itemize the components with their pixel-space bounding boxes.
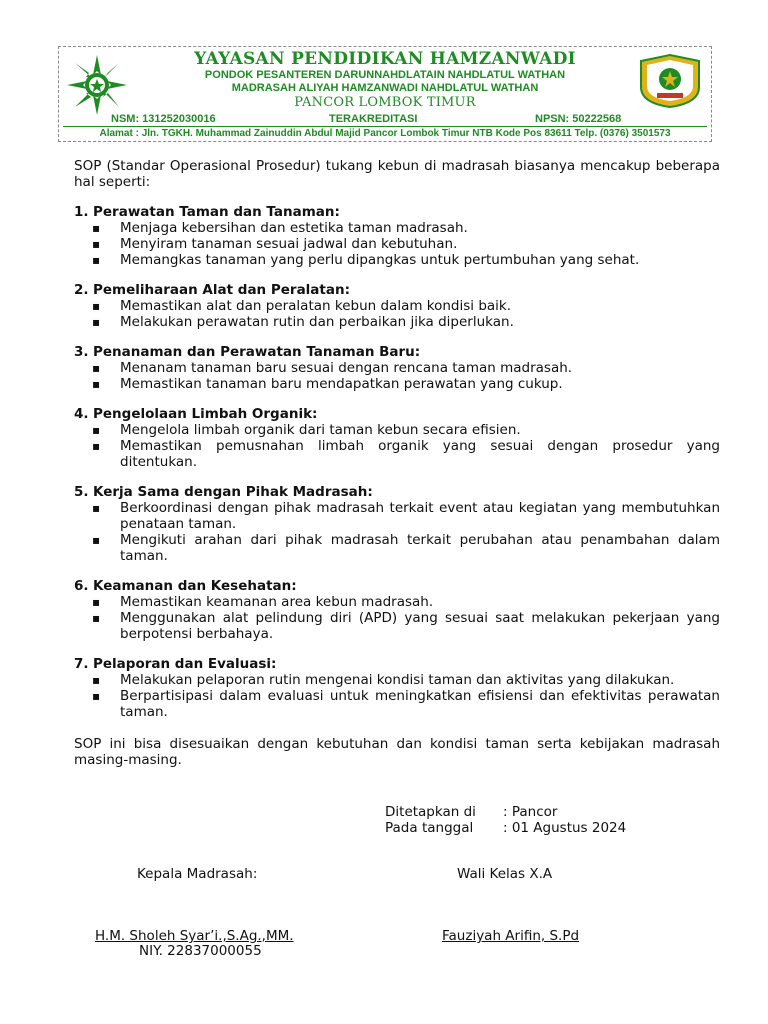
list-item: ▪ Memastikan keamanan area kebun madrasah. [74, 594, 720, 610]
list-item: ▪ Menggunakan alat pelindung diri (APD) yang sesuai saat melakukan pekerjaan yang berpotensi berbahaya. [74, 610, 720, 642]
section-items [74, 422, 720, 470]
headmaster-name: H.M. Sholeh Syar’i.,S.Ag.,MM. [95, 928, 294, 944]
school-address: Alamat : Jln. TGKH. Muhammad Zainuddin Abdul Majid Pancor Lombok Timur NTB Kode Pos 83611 Telp. (0376) 3501573 [63, 126, 707, 140]
section-title [74, 204, 720, 220]
location-name: PANCOR LOMBOK TIMUR [294, 95, 476, 110]
section-number: 3. [74, 344, 89, 360]
section-title [74, 406, 720, 422]
date-row [385, 820, 626, 836]
section-title-text: Keamanan dan Kesehatan: [93, 578, 297, 594]
headmaster-title: Kepala Madrasah: [137, 866, 258, 882]
section-title-text: Penanaman dan Perawatan Tanaman Baru: [93, 344, 421, 360]
intro-paragraph: SOP (Standar Operasional Prosedur) tukang kebun di madrasah biasanya mencakup beberapa hal seperti: [74, 158, 720, 190]
list-item: ▪ Menyiram tanaman sesuai jadwal dan kebutuhan. [74, 236, 720, 252]
list-item: ▪ Berpartisipasi dalam evaluasi untuk meningkatkan efisiensi dan efektivitas perawatan taman. [74, 688, 720, 720]
list-item: ▪ Menjaga kebersihan dan estetika taman madrasah. [74, 220, 720, 236]
accreditation-status: TERAKREDITASI [329, 113, 418, 125]
madrasah-name: MADRASAH ALIYAH HAMZANWADI NAHDLATUL WATHAN [231, 82, 539, 94]
section-items [74, 298, 720, 330]
section-items [74, 594, 720, 642]
list-item: ▪ Memastikan pemusnahan limbah organik yang sesuai dengan prosedur yang ditentukan. [74, 438, 720, 470]
section-title [74, 344, 720, 360]
section-number: 4. [74, 406, 89, 422]
list-item: ▪ Mengelola limbah organik dari taman kebun secara efisien. [74, 422, 720, 438]
letterhead [58, 46, 712, 142]
list-item: ▪ Mengikuti arahan dari pihak madrasah terkait perubahan atau penambahan dalam taman. [74, 532, 720, 564]
place-row [385, 804, 626, 820]
list-item: ▪ Melakukan pelaporan rutin mengenai kondisi taman dan aktivitas yang dilakukan. [74, 672, 720, 688]
pesantren-name: PONDOK PESANTEREN DARUNNAHDLATAIN NAHDLATUL WATHAN [204, 69, 566, 81]
section-number: 5. [74, 484, 89, 500]
section-items [74, 672, 720, 720]
list-item: ▪ Menanam tanaman baru sesuai dengan rencana taman madrasah. [74, 360, 720, 376]
section-title [74, 578, 720, 594]
section-1 [74, 204, 720, 268]
section-number: 1. [74, 204, 89, 220]
section-title-text: Pengelolaan Limbah Organik: [93, 406, 318, 422]
section-6 [74, 578, 720, 642]
section-5 [74, 484, 720, 564]
nsm-number: NSM: 131252030016 [111, 113, 216, 125]
section-title-text: Pelaporan dan Evaluasi: [93, 656, 277, 672]
headmaster-id: NIY. 22837000055 [139, 943, 262, 959]
list-item: ▪ Memangkas tanaman yang perlu dipangkas untuk pertumbuhan yang sehat. [74, 252, 720, 268]
foundation-name: YAYASAN PENDIDIKAN HAMZANWADI [194, 49, 576, 69]
date-value: : 01 Agustus 2024 [503, 820, 627, 836]
section-number: 6. [74, 578, 89, 594]
section-number: 2. [74, 282, 89, 298]
homeroom-teacher-title: Wali Kelas X.A [457, 866, 553, 882]
section-title [74, 656, 720, 672]
homeroom-teacher-name: Fauziyah Arifin, S.Pd [442, 928, 580, 944]
section-items [74, 500, 720, 564]
section-title-text: Kerja Sama dengan Pihak Madrasah: [93, 484, 373, 500]
npsn-number: NPSN: 50222568 [535, 113, 622, 125]
section-items [74, 360, 720, 392]
enactment-info [385, 804, 626, 836]
section-title [74, 484, 720, 500]
madrasah-seal-icon [637, 53, 703, 109]
document-body [74, 158, 720, 768]
section-2 [74, 282, 720, 330]
section-4 [74, 406, 720, 470]
place-label: Ditetapkan di [385, 804, 476, 820]
section-7 [74, 656, 720, 720]
section-items [74, 220, 720, 268]
section-title-text: Pemeliharaan Alat dan Peralatan: [93, 282, 350, 298]
list-item: ▪ Memastikan tanaman baru mendapatkan perawatan yang cukup. [74, 376, 720, 392]
list-item: ▪ Melakukan perawatan rutin dan perbaikan jika diperlukan. [74, 314, 720, 330]
place-value: : Pancor [503, 804, 558, 820]
list-item: ▪ Memastikan alat dan peralatan kebun dalam kondisi baik. [74, 298, 720, 314]
date-label: Pada tanggal [385, 820, 474, 836]
section-3 [74, 344, 720, 392]
list-item: ▪ Berkoordinasi dengan pihak madrasah terkait event atau kegiatan yang membutuhkan penataan taman. [74, 500, 720, 532]
section-title-text: Perawatan Taman dan Tanaman: [93, 204, 340, 220]
section-number: 7. [74, 656, 89, 672]
section-title [74, 282, 720, 298]
closing-paragraph: SOP ini bisa disesuaikan dengan kebutuhan dan kondisi taman serta kebijakan madrasah masing-masing. [74, 736, 720, 768]
